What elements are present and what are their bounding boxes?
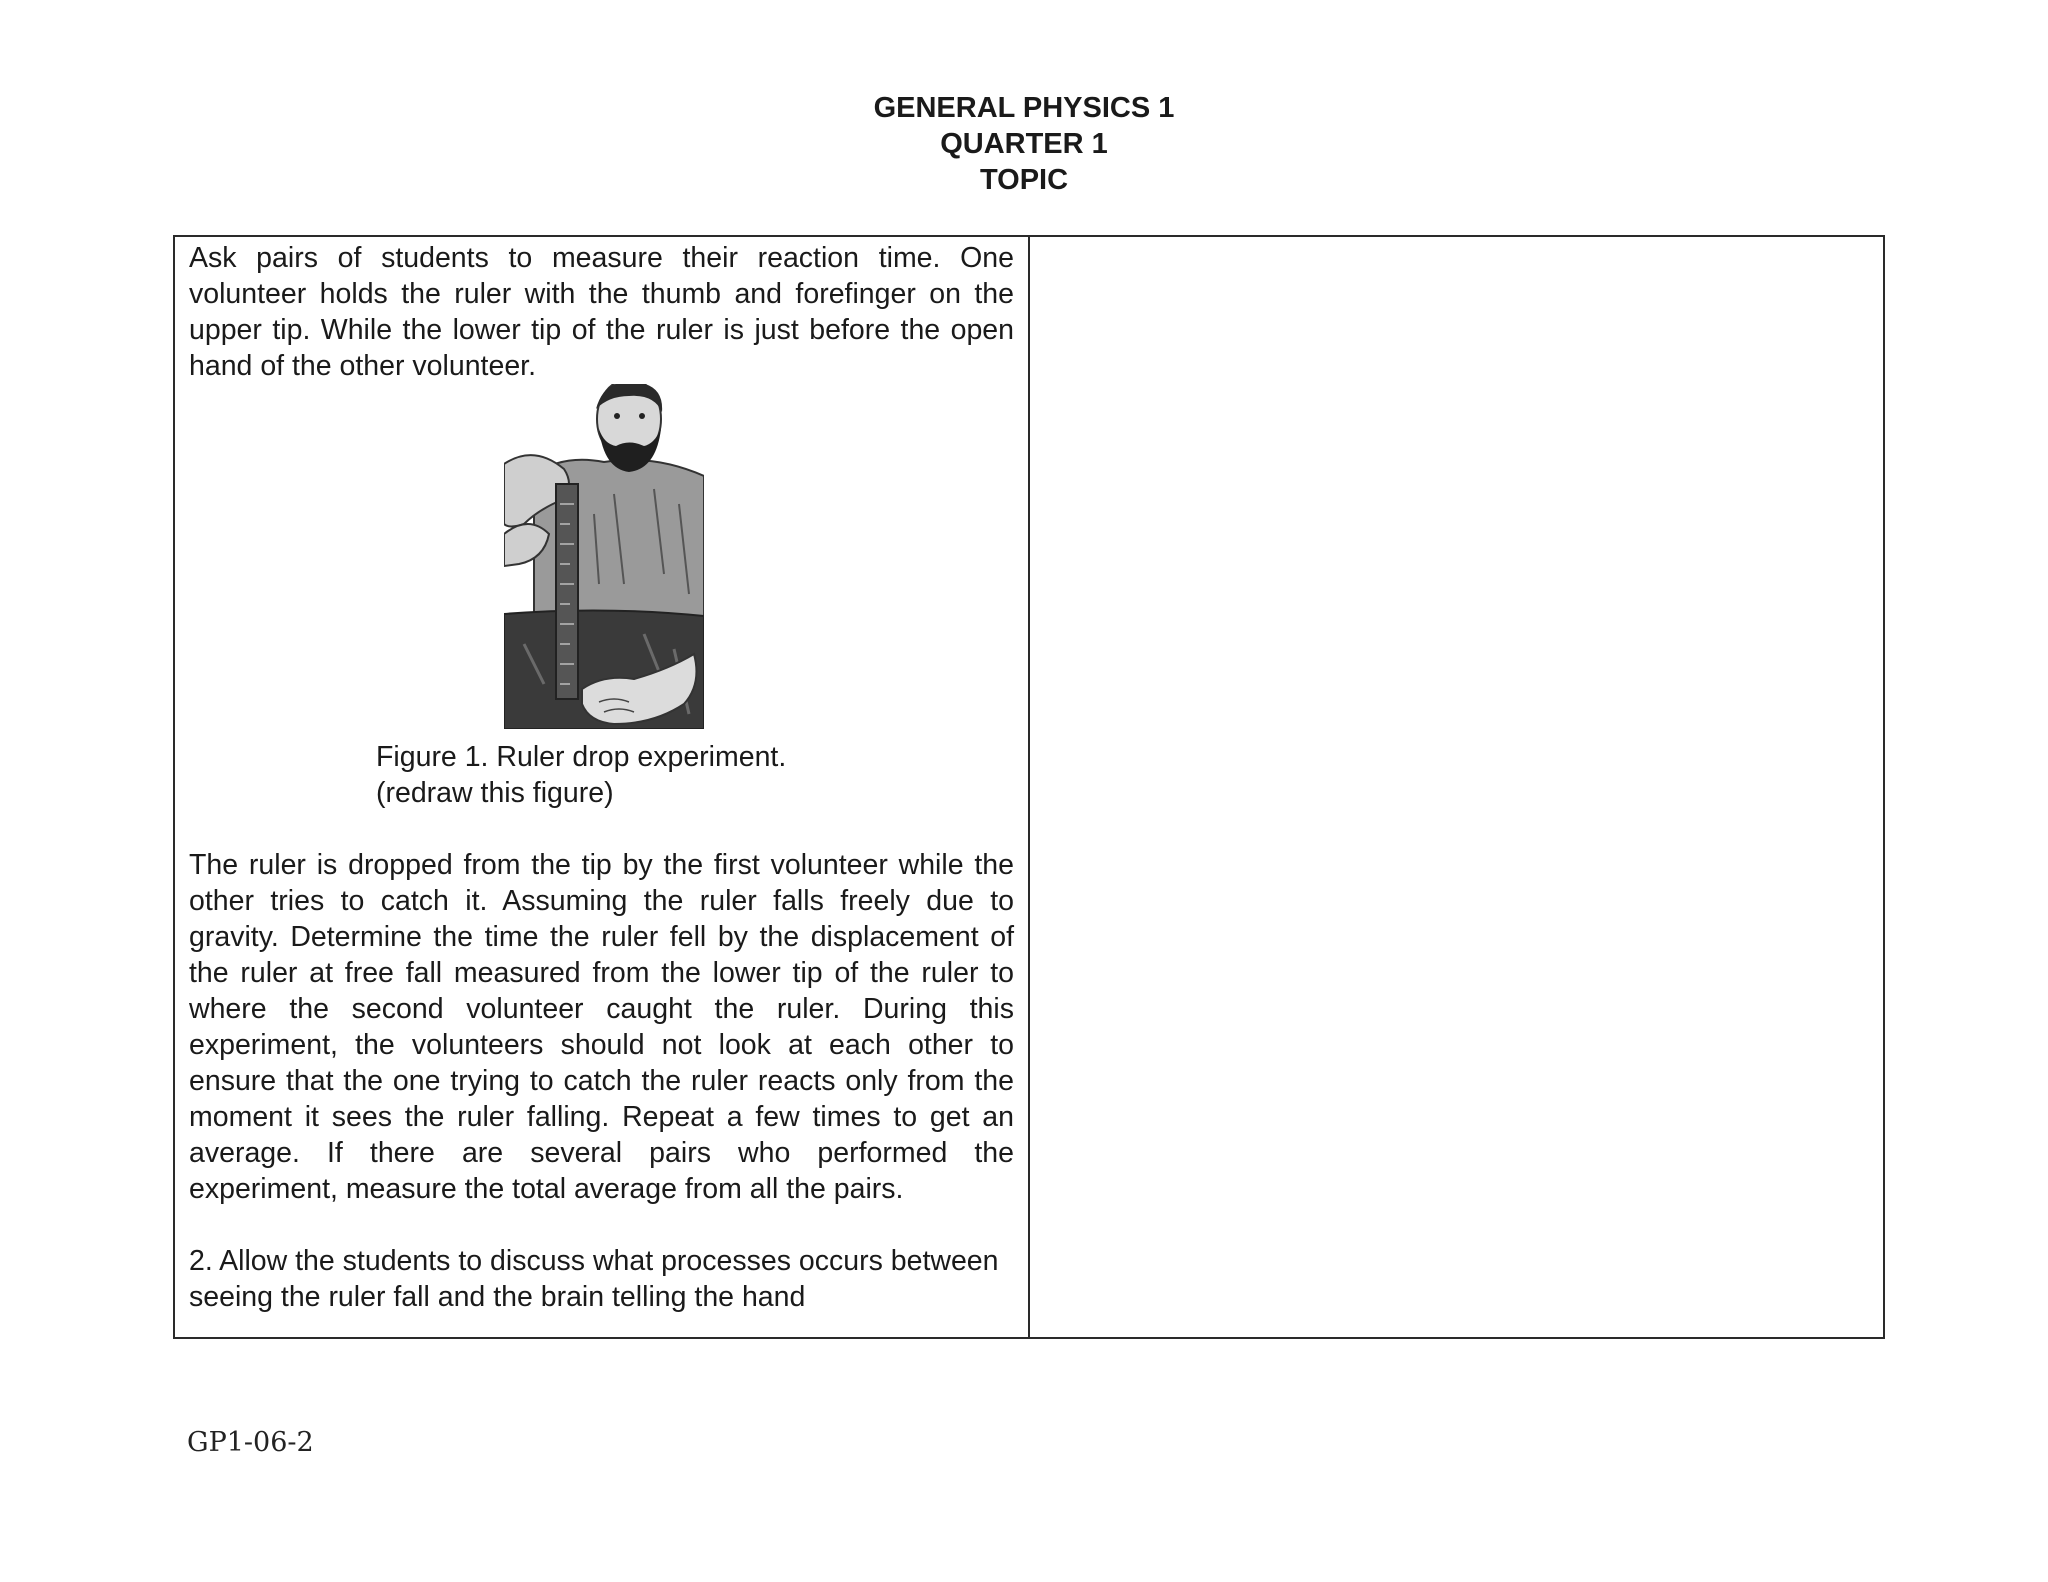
document-header — [0, 90, 2048, 198]
step-2-paragraph: 2. Allow the students to discuss what processes occurs between seeing the ruler fall and the brain telling the hand — [189, 1245, 999, 1313]
ruler-drop-illustration — [504, 384, 704, 729]
ruler-drop-drawing — [504, 384, 704, 729]
subject-title: GENERAL PHYSICS 1 — [873, 92, 1175, 124]
topic-title: TOPIC — [979, 164, 1069, 196]
figure-caption-title: Figure 1. Ruler drop experiment. — [376, 741, 787, 773]
figure-caption-note: (redraw this figure) — [376, 777, 614, 809]
lesson-content-cell — [175, 237, 1030, 1337]
quarter-title: QUARTER 1 — [940, 128, 1108, 160]
intro-paragraph: Ask pairs of students to measure their reaction time. One volunteer holds the ruler with the thumb and forefinger on the upper tip. While the lower tip of the ruler is just before the open hand of the other volunteer. — [189, 242, 1014, 382]
lesson-table — [173, 235, 1885, 1339]
notes-cell — [1030, 237, 1883, 1337]
instructions-paragraph: The ruler is dropped from the tip by the first volunteer while the other tries to catch it. Assuming the ruler falls freely due to gravity. Determine the time the ruler fell by the displacement of the ruler at free fall measured from the lower tip of the ruler to where the second volunteer caught the ruler. During this experiment, the volunteers should not look at each other to ensure that the one trying to catch the ruler reacts only from the moment it sees the ruler falling. Repeat a few times to get an average. If there are several pairs who performed the experiment, measure the total average from all the pairs. — [189, 849, 1014, 1205]
page-code: GP1-06-2 — [187, 1427, 314, 1458]
figure-caption — [376, 739, 1014, 811]
